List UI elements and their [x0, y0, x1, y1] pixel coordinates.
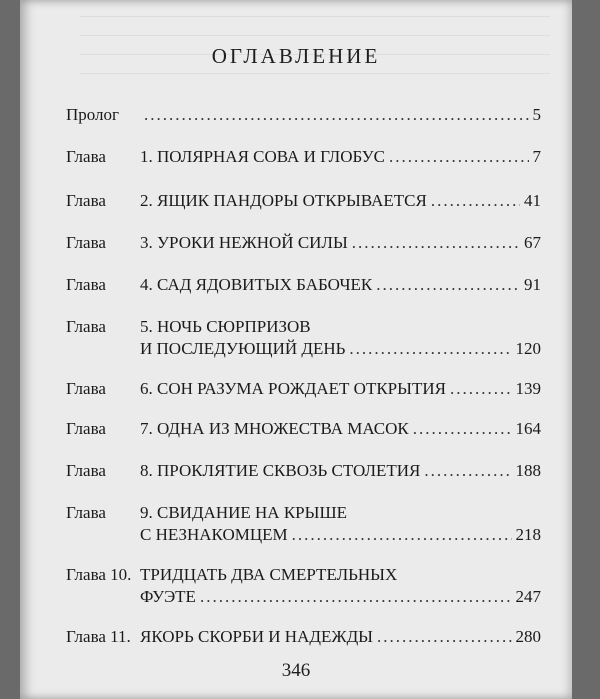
entry-page-number: 91 — [524, 275, 541, 294]
entry-page-number: 280 — [515, 627, 541, 646]
entry-title-line-2: И ПОСЛЕДУЮЩИЙ ДЕНЬ — [140, 339, 346, 358]
dot-leader — [424, 460, 511, 482]
entry-label: Глава — [66, 317, 106, 336]
entry-title: 8. ПРОКЛЯТИЕ СКВОЗЬ СТОЛЕТИЯ — [140, 461, 421, 480]
dot-leader — [292, 524, 512, 546]
dot-leader — [377, 626, 512, 648]
entry-title: ТРИДЦАТЬ ДВА СМЕРТЕЛЬНЫХ — [140, 565, 398, 584]
entry-title: 4. САД ЯДОВИТЫХ БАБОЧЕК — [140, 275, 373, 294]
toc-entry-prologue[interactable] — [66, 104, 541, 126]
entry-title: 3. УРОКИ НЕЖНОЙ СИЛЫ — [140, 233, 348, 252]
entry-label: Глава — [66, 461, 106, 480]
toc-entry-chapter-10[interactable] — [66, 564, 541, 608]
dot-leader — [450, 378, 512, 400]
toc-entry-chapter-6[interactable] — [66, 378, 541, 400]
entry-page-number: 41 — [524, 191, 541, 210]
dot-leader — [389, 146, 528, 168]
dot-leader — [413, 418, 512, 440]
entry-label: Глава — [66, 503, 106, 522]
entry-label: Глава — [66, 379, 106, 398]
entry-page-number: 120 — [515, 339, 541, 358]
toc-entry-chapter-7[interactable] — [66, 418, 541, 440]
entry-page-number: 5 — [532, 105, 541, 124]
entry-label: Глава — [66, 191, 106, 210]
toc-entry-chapter-11[interactable] — [66, 626, 541, 648]
entry-title: ЯКОРЬ СКОРБИ И НАДЕЖДЫ — [140, 627, 373, 646]
entry-label: Глава — [66, 275, 106, 294]
toc-entry-chapter-3[interactable] — [66, 232, 541, 254]
toc-entry-chapter-2[interactable] — [66, 190, 541, 212]
dot-leader — [431, 190, 520, 212]
entry-page-number: 139 — [515, 379, 541, 398]
dot-leader — [352, 232, 520, 254]
entry-page-number: 67 — [524, 233, 541, 252]
toc-entry-chapter-5[interactable] — [66, 316, 541, 360]
page-title: ОГЛАВЛЕНИЕ — [211, 44, 381, 68]
entry-title-line-2: С НЕЗНАКОМЦЕМ — [140, 525, 288, 544]
entry-label: Глава — [66, 233, 106, 252]
entry-title: 9. СВИДАНИЕ НА КРЫШЕ — [140, 503, 347, 522]
toc-entry-chapter-1[interactable] — [66, 146, 541, 168]
entry-title: 2. ЯЩИК ПАНДОРЫ ОТКРЫВАЕТСЯ — [140, 191, 427, 210]
entry-title-line-2: ФУЭТЕ — [140, 587, 196, 606]
entry-page-number: 247 — [515, 587, 541, 606]
entry-title: 1. ПОЛЯРНАЯ СОВА И ГЛОБУС — [140, 147, 386, 166]
toc-entry-chapter-9[interactable] — [66, 502, 541, 546]
dot-leader — [200, 586, 512, 608]
entry-page-number: 218 — [515, 525, 541, 544]
entry-label: Глава — [66, 419, 106, 438]
entry-page-number: 164 — [515, 419, 541, 438]
entry-label: Глава 10. — [66, 565, 132, 584]
entry-title: 7. ОДНА ИЗ МНОЖЕСТВА МАСОК — [140, 419, 409, 438]
book-page — [20, 0, 572, 699]
entry-title: 6. СОН РАЗУМА РОЖДАЕТ ОТКРЫТИЯ — [140, 379, 446, 398]
table-of-contents — [66, 104, 541, 646]
toc-entry-chapter-8[interactable] — [66, 460, 541, 482]
dot-leader — [376, 274, 520, 296]
toc-entry-chapter-4[interactable] — [66, 274, 541, 296]
entry-title: 5. НОЧЬ СЮРПРИЗОВ — [140, 317, 311, 336]
entry-label: Глава — [66, 147, 106, 166]
entry-page-number: 7 — [532, 147, 541, 166]
entry-page-number: 188 — [515, 461, 541, 480]
dot-leader — [349, 338, 511, 360]
dot-leader — [144, 104, 529, 126]
entry-label: Пролог — [66, 105, 120, 124]
entry-label: Глава 11. — [66, 627, 131, 646]
page-number-footer: 346 — [281, 660, 311, 681]
